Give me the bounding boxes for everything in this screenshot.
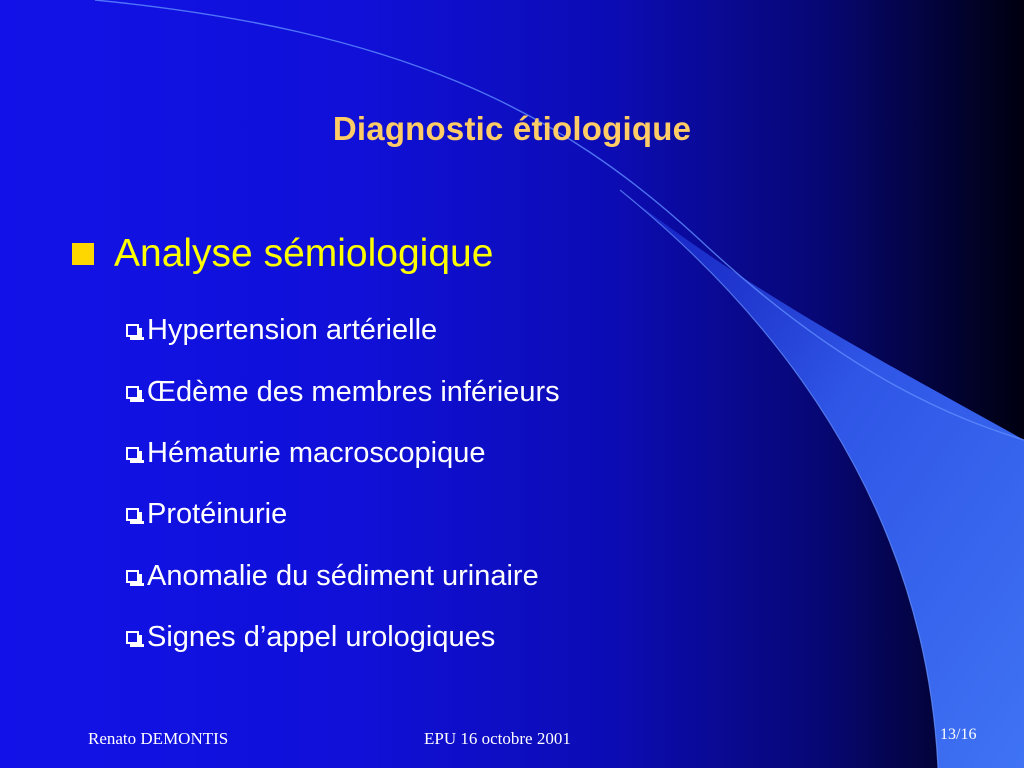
checkbox-bullet-icon <box>126 324 139 337</box>
sub-bullet-item <box>126 300 560 361</box>
sub-bullet-label: Hématurie macroscopique <box>147 436 486 469</box>
checkbox-bullet-icon <box>126 508 139 521</box>
sub-bullet-label: Signes d’appel urologiques <box>147 621 496 654</box>
sub-bullet-label: Hypertension artérielle <box>147 314 438 347</box>
sub-bullet-item <box>126 423 560 484</box>
swoosh-shape <box>620 190 1024 768</box>
sub-bullet-list <box>126 300 560 668</box>
sub-bullet-label: Œdème des membres inférieurs <box>147 375 560 408</box>
filled-square-icon <box>72 243 94 265</box>
checkbox-bullet-icon <box>126 386 139 399</box>
sub-bullet-item <box>126 361 560 422</box>
sub-bullet-item <box>126 546 560 607</box>
checkbox-bullet-icon <box>126 631 139 644</box>
footer-author: Renato DEMONTIS <box>88 729 229 748</box>
footer-page-number: 13/16 <box>940 726 977 743</box>
sub-bullet-label: Anomalie du sédiment urinaire <box>147 559 539 592</box>
sub-bullet-item <box>126 607 560 668</box>
main-bullet-label: Analyse sémiologique <box>114 232 494 275</box>
checkbox-bullet-icon <box>126 570 139 583</box>
main-bullet <box>72 232 493 276</box>
sub-bullet-label: Protéinurie <box>147 498 288 531</box>
slide-title: Diagnostic étiologique <box>332 110 692 147</box>
footer-event: EPU 16 octobre 2001 <box>424 729 571 748</box>
sub-bullet-item <box>126 484 560 545</box>
checkbox-bullet-icon <box>126 447 139 460</box>
